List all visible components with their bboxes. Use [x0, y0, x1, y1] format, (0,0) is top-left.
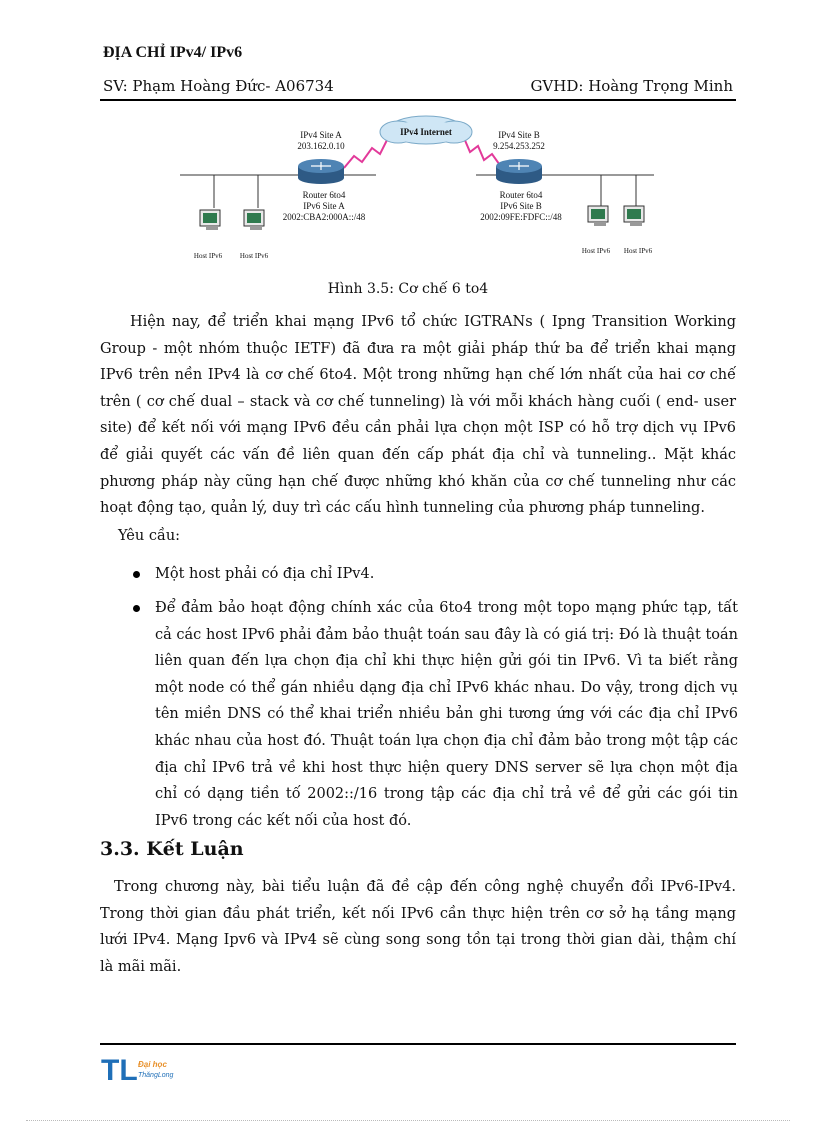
host-b2-icon [624, 206, 644, 226]
paragraph-intro: Hiện nay, để triển khai mạng IPv6 tổ chức IGTRANs ( Ipng Transition Working Group - một nhóm thuộc IETF) đã đưa ra một giải pháp thứ ba để triển khai mạng IPv6 trên nền IPv4 là cơ chế 6to4. Một trong những hạn chế lớn nhất của hai cơ chế trên ( cơ chế dual – stack và cơ chế tunneling) là với mỗi khách hàng cuối ( end- user site) để kết nối với mạng IPv6 đều cần phải lựa chọn một ISP có hỗ trợ dịch vụ IPv6 để giải quyết các vấn đề liên quan đến cấp phát địa chỉ và tunneling.. Mặt khác phương pháp này cũng hạn chế được những khó khăn của cơ chế tunneling như các hoạt động tạo, quản lý, duy trì các cấu hình tunneling của phương pháp tunneling. [100, 314, 736, 517]
host-a2-label: Host IPv6 [239, 252, 269, 260]
figure-caption: Hình 3.5: Cơ chế 6 to4 [327, 281, 489, 297]
router-b-line-3: 2002:09FE:FDFC::/48 [480, 212, 562, 222]
bullet-dot-icon [133, 605, 140, 612]
logo-text-1: Đại học [138, 1060, 167, 1069]
router-a-line-3: 2002:CBA2:000A::/48 [282, 212, 366, 222]
bullet-item-1: Một host phải có địa chỉ IPv4. [155, 566, 375, 582]
section-heading: 3.3. Kết Luận [100, 838, 244, 860]
host-a2-icon [244, 210, 264, 230]
paragraph-conclusion: Trong chương này, bài tiểu luận đã đề cập đến công nghệ chuyển đổi IPv6-IPv4. Trong thời gian đầu phát triển, kết nối IPv6 cần thực hiện trên cơ sở hạ tầng mạng lưới IPv4. Mạng Ipv6 và IPv4 sẽ cùng song song tồn tại trong thời gian dài, thậm chí là mãi mãi. [100, 879, 736, 975]
link-a-cloud [344, 138, 388, 168]
footer-divider [100, 1043, 736, 1045]
router-a-line-2: IPv6 Site A [303, 201, 345, 211]
host-b1-label: Host IPv6 [581, 247, 611, 255]
router-a-line-1: Router 6to4 [302, 190, 346, 200]
advisor-info: GVHD: Hoàng Trọng Minh [530, 77, 733, 95]
host-b1-icon [588, 206, 608, 226]
router-b-icon [496, 159, 542, 184]
site-b-address: 9.254.253.252 [493, 141, 545, 151]
header-divider [100, 99, 736, 101]
router-b-line-1: Router 6to4 [499, 190, 543, 200]
host-b2-label: Host IPv6 [623, 247, 653, 255]
router-a-icon [298, 159, 344, 184]
6to4-diagram [176, 108, 656, 268]
requirements-label: Yêu cầu: [118, 528, 181, 544]
logo-letters: TL [101, 1054, 138, 1086]
cloud-label: IPv4 Internet [400, 127, 452, 137]
host-a1-icon [200, 210, 220, 230]
bullet-item-2: Để đảm bảo hoạt động chính xác của 6to4 trong một topo mạng phức tạp, tất cả các host IPv6 phải đảm bảo thuật toán sau đây là có giá trị: Đó là thuật toán liên quan đến lựa chọn địa chỉ khi thực hiện gửi gói tin IPv6. Vì ta biết rằng một node có thể gán nhiều dạng địa chỉ IPv6 khác nhau. Do vậy, trong dịch vụ tên miền DNS có thể khai triển nhiều bản ghi tương ứng với các địa chỉ IPv6 khác nhau của host đó. Thuật toán lựa chọn địa chỉ đảm bảo trong một tập các địa chỉ IPv6 trả về khi host thực hiện query DNS server sẽ lựa chọn một địa chỉ có dạng tiền tố 2002::/16 trong tập các địa chỉ trả về để gửi các gói tin IPv6 trong các kết nối của host đó. [155, 600, 738, 829]
document-title: ĐỊA CHỈ IPv4/ IPv6 [103, 44, 243, 61]
university-logo-icon [101, 1050, 181, 1086]
header-row [103, 77, 737, 99]
bullet-dot-icon [133, 571, 140, 578]
site-a-label: IPv4 Site A [300, 130, 342, 140]
logo-text-2: ThăngLong [138, 1072, 174, 1079]
site-a-address: 203.162.0.10 [297, 141, 345, 151]
router-b-line-2: IPv6 Site B [500, 201, 542, 211]
student-info: SV: Phạm Hoàng Đức- A06734 [103, 77, 334, 95]
site-b-label: IPv4 Site B [498, 130, 540, 140]
page-bottom-rule [26, 1120, 790, 1121]
host-a1-label: Host IPv6 [193, 252, 223, 260]
